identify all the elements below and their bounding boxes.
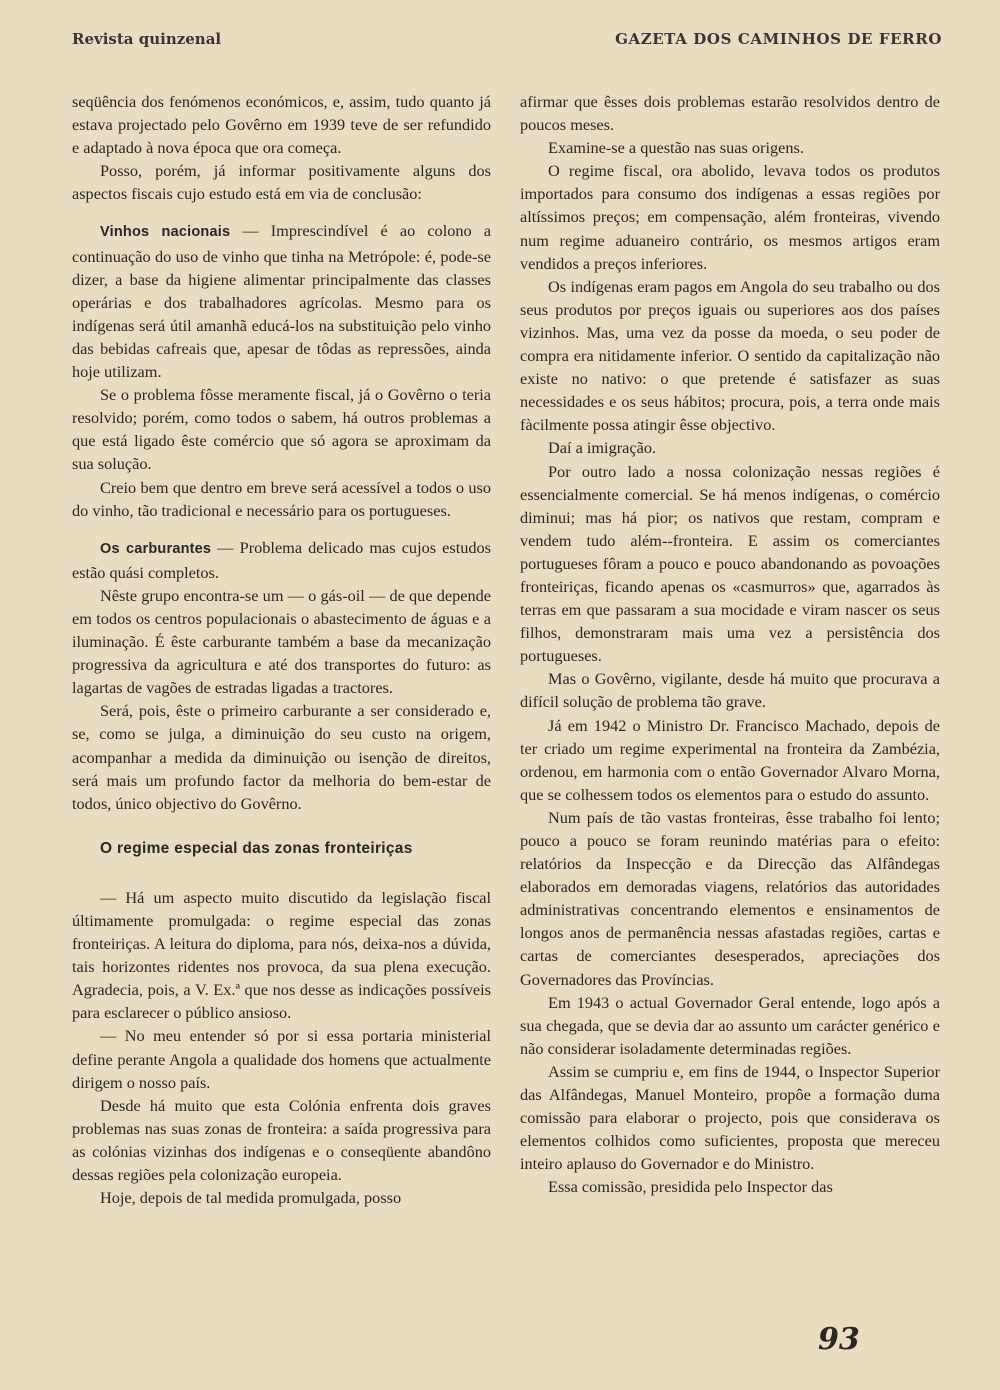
paragraph: Se o problema fôsse meramente fiscal, já o Govêrno o teria resolvido; porém, como todos o sabem, há outros problemas a que está ligado êste comércio que só agora se aproximam da sua solução. (72, 385, 491, 474)
page-number: 93 (818, 1322, 860, 1357)
journal-subtitle: Revista quinzenal (72, 30, 222, 48)
paragraph: Nêste grupo encontra-se um — o gás-oil — de que depende em todos os centros populacionais o abastecimento de águas e a iluminação. É êste carburante também a base da mecanização progressiva da agricultura e até dos transportes do futuro: as lagartas de vagões de estradas ligadas a tractores. (72, 585, 491, 698)
paragraph: Posso, porém, já informar positivamente alguns dos aspectos fiscais cujo estudo está em via de conclusão: (72, 161, 491, 204)
paragraph: Hoje, depois de tal medida promulgada, posso (100, 1188, 402, 1208)
paragraph: O regime fiscal, ora abolido, levava todos os produtos importados para consumo dos indígenas a essas regiões por altíssimos preços; em compensação, além fronteiras, vivendo num regime aduaneiro contrário, os mesmos artigos eram vendidos a preços inferiores. (520, 161, 940, 273)
paragraph-text: — Problema delicado mas cujos estudos estão quási completos. (72, 537, 491, 582)
paragraph: — No meu entender só por si essa portaria ministerial define perante Angola a qualidade dos homens que actualmente dirigem o nosso país. (72, 1026, 491, 1092)
paragraph: afirmar que êsses dois problemas estarão resolvidos dentro de poucos meses. (520, 92, 940, 135)
left-column (72, 90, 491, 1209)
running-header (72, 30, 942, 56)
paragraph: seqüência dos fenómenos económicos, e, assim, tudo quanto já estava projectado pelo Govêrno em 1939 teve de ser refundido e adaptado à nova época que ora começa. (72, 92, 491, 158)
keyword-paragraph (72, 536, 491, 584)
section-title: O regime especial das zonas fronteiriças (100, 839, 413, 857)
paragraph: Num país de tão vastas fronteiras, êsse trabalho foi lento; pouco a pouco se foram reunindo matérias para o efeito: relatórios da Inspecção e da Direcção das Alfândegas elaborados em demoradas viagens, relatórios das autoridades administrativas concentrando elementos e ensinamentos de longos anos de permanência nessas afastadas regiões, cartas e cartas de comerciantes desesperados, apreciações dos Governadores das Províncias. (520, 807, 940, 989)
paragraph: Desde há muito que esta Colónia enfrenta dois graves problemas nas suas zonas de fronteira: a saída progressiva para as colónias vizinhas dos indígenas e o conseqüente abandôno dessas regiões pela colonização europeia. (72, 1095, 491, 1185)
keyword-paragraph (72, 219, 491, 383)
paragraph: Será, pois, êste o primeiro carburante a ser considerado e, se, como se julga, a diminuição do seu custo na origem, acompanhar a medida da diminuição ou isenção de direitos, será mais um profundo factor da melhoria do bem-estar de todos, único objectivo do Govêrno. (72, 701, 491, 813)
paragraph: Assim se cumpriu e, em fins de 1944, o Inspector Superior das Alfândegas, Manuel Monteiro, propôe a formação duma comissão para elaborar o projecto, pois que considerava os elementos colhidos como suficientes, proposta que mereceu inteiro aplauso do Governador e do Ministro. (520, 1061, 940, 1174)
paragraph-keyword: Vinhos nacionais (100, 224, 231, 241)
paragraph: Creio bem que dentro em breve será acessível a todos o uso do vinho, tão tradicional e necessário para os portugueses. (72, 477, 491, 520)
paragraph: Essa comissão, presidida pelo Inspector das (548, 1177, 833, 1197)
paragraph: Os indígenas eram pagos em Angola do seu trabalho ou dos seus produtos por preços iguais ou superiores aos dos países vizinhos. Mas, uma vez da posse da moeda, o seu poder de compra era nitidamente inferior. O sentido da capitalização não existe no nativo: o que pretende é satisfazer as suas necessidades e os seus hábitos; procura, pois, a terra onde mais fàcilmente possa atingir êsse objectivo. (520, 276, 940, 435)
paragraph: Daí a imigração. (548, 438, 657, 458)
paragraph: Examine-se a questão nas suas origens. (548, 138, 804, 158)
journal-title: GAZETA DOS CAMINHOS DE FERRO (615, 30, 942, 48)
right-column (520, 90, 940, 1199)
paragraph: Em 1943 o actual Governador Geral entende, logo após a sua chegada, que se devia dar ao assunto um carácter genérico e não considerar isoladamente determinadas regiões. (520, 992, 940, 1058)
paragraph: Por outro lado a nossa colonização nessas regiões é essencialmente comercial. Se há menos indígenas, o comércio diminui; mas há pior; os nativos que restam, compram e vendem tudo além--fronteira. E assim os comerciantes portugueses fôram a pouco e pouco abandonando as povoações fronteiriças, ficando apenas os «casmurros» que, agarrados às terras em que passaram a sua mocidade e viram nascer os seus filhos, demonstraram mais uma vez a persistência dos portugueses. (520, 461, 940, 666)
paragraph: — Há um aspecto muito discutido da legislação fiscal últimamente promulgada: o regime especial das zonas fronteiriças. A leitura do diploma, para nós, deixa-nos a dúvida, tais horizontes ridentes nos provoca, da sua plena execução. Agradecia, pois, a V. Ex.ª que nos desse as indicações possíveis para esclarecer o público ansioso. (72, 887, 491, 1023)
paragraph-text: — Imprescindível é ao colono a continuação do uso de vinho que tinha na Metrópole: é, pode-se dizer, a base da higiene alimentar principalmente das classes operárias e dos trabalhadores agrícolas. Mesmo para os indígenas será útil amanhã educá-los na substituição pelo vinho das bebidas cafreais que, apesar de tôdas as repressões, ainda hoje utilizam. (72, 221, 491, 382)
paragraph: Já em 1942 o Ministro Dr. Francisco Machado, depois de ter criado um regime experimental na fronteira da Zambézia, ordenou, em harmonia com o então Governador Alvaro Morna, que se colhessem todos os elementos para o estudo do assunto. (520, 715, 940, 804)
paragraph-keyword: Os carburantes (100, 540, 212, 557)
paragraph: Mas o Govêrno, vigilante, desde há muito que procurava a difícil solução de problema tão grave. (520, 669, 940, 712)
